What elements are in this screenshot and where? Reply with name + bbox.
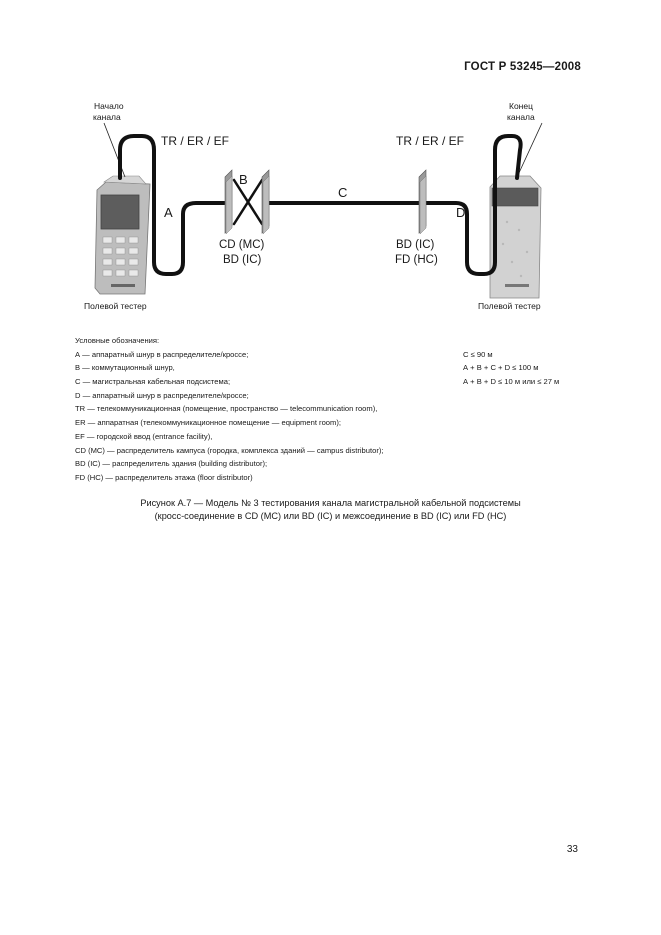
- left-span-label: TR / ER / EF: [161, 134, 230, 148]
- legend-item: [75, 389, 595, 403]
- cord-d-label: D: [456, 205, 466, 220]
- figure-caption-line-2: (кросс-соединение в CD (МС) или BD (IC) и межсоединение в BD (IC) или FD (НС): [154, 511, 507, 521]
- legend-item-text: D — аппаратный шнур в распределителе/кроссе;: [75, 390, 249, 400]
- legend-item: [75, 416, 595, 430]
- legend-item: [75, 444, 595, 458]
- legend-item-text: FD (HC) — распределитель этажа (floor distributor): [75, 472, 253, 482]
- start-channel-label-2: канала: [93, 112, 121, 122]
- cross-connect-label-2: BD (IC): [223, 254, 262, 266]
- left-tester-caption: Полевой тестер: [84, 301, 147, 311]
- legend-item: [75, 361, 595, 375]
- cord-a-label: A: [164, 205, 173, 220]
- legend: [75, 334, 595, 485]
- interconnect-panel: [419, 170, 426, 234]
- cross-connect-label-1: CD (MC): [219, 239, 265, 251]
- legend-item-text: С — магистральная кабельная подсистема;: [75, 377, 231, 387]
- legend-item: [75, 402, 595, 416]
- right-field-tester: [490, 176, 541, 298]
- legend-formula: А + В + D ≤ 10 м или ≤ 27 м: [463, 377, 560, 387]
- cord-c-label: C: [338, 185, 348, 200]
- legend-item-text: TR — телекоммуникационная (помещение, пространство — telecommunication room),: [75, 404, 378, 414]
- end-channel-label-2: канала: [507, 112, 535, 122]
- legend-item: [75, 430, 595, 444]
- figure-caption: [60, 497, 601, 523]
- interconnect-label-1: BD (IC): [396, 239, 435, 251]
- left-field-tester: [95, 176, 150, 294]
- legend-item: [75, 471, 595, 485]
- legend-item: [75, 457, 595, 471]
- channel-test-diagram: [0, 0, 661, 330]
- legend-title: Условные обозначения:: [75, 336, 160, 345]
- document-header: ГОСТ Р 53245—2008: [464, 61, 581, 73]
- legend-formula: А + В + С + D ≤ 100 м: [463, 363, 539, 373]
- legend-item-text: BD (IC) — распределитель здания (building distributor);: [75, 459, 268, 469]
- cord-b-label: B: [239, 172, 248, 187]
- end-channel-label-1: Конец: [509, 101, 533, 111]
- legend-formula: С ≤ 90 м: [463, 349, 493, 359]
- legend-item: [75, 375, 595, 389]
- legend-item-text: В — коммутационный шнур,: [75, 363, 175, 373]
- diagram-drawing: [0, 0, 661, 330]
- legend-item-text: А — аппаратный шнур в распределителе/кроссе;: [75, 349, 249, 359]
- start-channel-label-1: Начало: [94, 101, 124, 111]
- legend-item-text: EF — городской ввод (entrance facility),: [75, 431, 213, 441]
- right-tester-caption: Полевой тестер: [478, 301, 541, 311]
- figure-caption-line-1: Рисунок А.7 — Модель № 3 тестирования канала магистральной кабельной подсистемы: [140, 498, 521, 508]
- page-number: 33: [566, 844, 578, 855]
- legend-item-text: CD (MC) — распределитель кампуса (городка, комплекса зданий — campus distributor);: [75, 445, 384, 455]
- interconnect-label-2: FD (HC): [395, 254, 438, 266]
- legend-item: [75, 348, 595, 362]
- legend-item-text: ER — аппаратная (телекоммуникационное помещение — equipment room);: [75, 418, 341, 428]
- right-span-label: TR / ER / EF: [396, 134, 465, 148]
